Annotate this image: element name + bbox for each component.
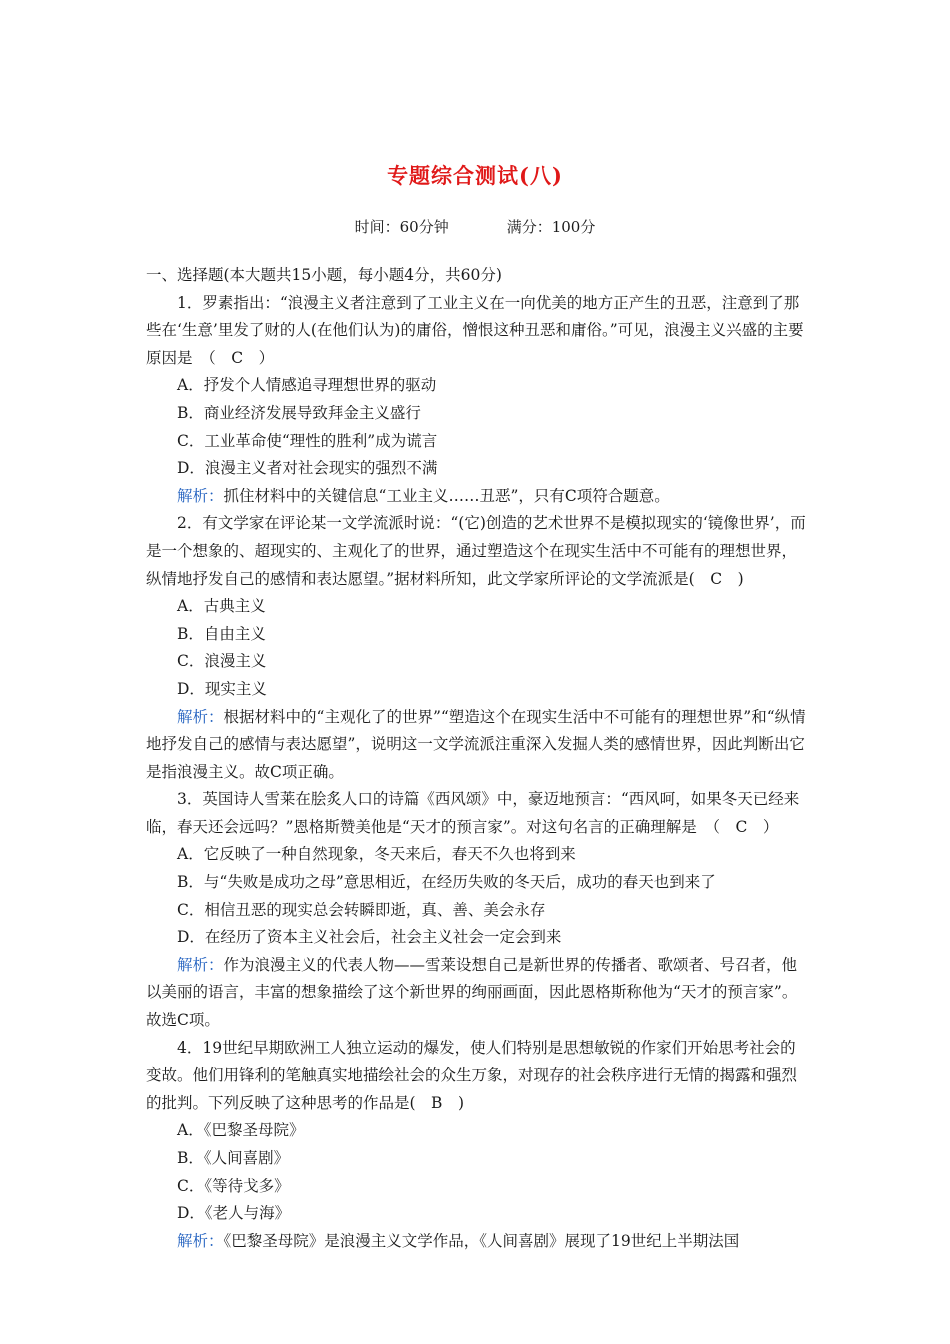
question-4-option-b: B．《人间喜剧》 — [177, 1149, 290, 1167]
question-1-option-b: B．商业经济发展导致拜金主义盛行 — [177, 403, 421, 422]
question-4-option-c: C．《等待戈多》 — [177, 1176, 290, 1195]
question-1-stem: 1．罗素指出：“浪漫主义者注意到了工业主义在一向优美的地方正产生的丑恶，注意到了那些在‘生意’里发了财的人(在他们认为)的庸俗，憎恨这种丑恶和庸俗。”可见，浪漫主义兴盛的主要原因是 （ C ） — [146, 293, 804, 367]
analysis-text: 抓住材料中的关键信息“工业主义……丑恶”，只有C项符合题意。 — [223, 486, 670, 505]
question-3-option-b: B．与“失败是成功之母”意思相近，在经历失败的冬天后，成功的春天也到来了 — [177, 873, 716, 892]
question-3-option-d: D．在经历了资本主义社会后，社会主义社会一定会到来 — [177, 928, 562, 947]
question-3-stem: 3．英国诗人雪莱在脍炙人口的诗篇《西风颂》中，豪迈地预言：“西风呵，如果冬天已经来临，春天还会远吗？”恩格斯赞美他是“天才的预言家”。对这句名言的正确理解是 （ C ） — [146, 790, 800, 836]
question-4-option-a: A．《巴黎圣母院》 — [177, 1121, 305, 1140]
analysis-label: 解析： — [177, 486, 224, 505]
question-4-options — [146, 1117, 810, 1227]
question-3-analysis — [146, 952, 810, 1035]
analysis-text: 《巴黎圣母院》是浪漫主义文学作品，《人间喜剧》展现了19世纪上半期法国 — [223, 1231, 740, 1250]
question-2-option-b: B．自由主义 — [177, 624, 266, 643]
question-2-stem: 2．有文学家在评论某一文学流派时说：“(它)创造的艺术世界不是模拟现实的‘镜像世界’，而是一个想象的、超现实的、主观化了的世界，通过塑造这个在现实生活中不可能有的理想世界，纵情地抒发自己的感情和表达愿望。”据材料所知，此文学家所评论的文学流派是( C ) — [146, 514, 806, 588]
question-1-analysis — [146, 483, 810, 511]
question-4-analysis — [146, 1228, 810, 1256]
analysis-label: 解析： — [177, 707, 224, 726]
section-heading: 一、选择题(本大题共15小题，每小题4分，共60分) — [146, 266, 502, 284]
page-title: 专题综合测试(八) — [387, 163, 563, 188]
question-1-option-a: A．抒发个人情感追寻理想世界的驱动 — [177, 376, 437, 395]
analysis-label: 解析： — [177, 1231, 224, 1250]
question-2-analysis — [146, 704, 810, 787]
question-4-option-d: D．《老人与海》 — [177, 1204, 291, 1223]
question-2-option-d: D．现实主义 — [177, 679, 267, 698]
full-score: 满分：100分 — [506, 218, 596, 236]
exam-meta — [0, 216, 950, 237]
question-2-options — [146, 593, 810, 703]
analysis-text: 作为浪漫主义的代表人物——雪莱设想自己是新世界的传播者、歌颂者、号召者，他以美丽的语言，丰富的想象描绘了这个新世界的绚丽画面，因此恩格斯称他为“天才的预言家”。故选C项。 — [146, 955, 798, 1030]
question-2-option-c: C．浪漫主义 — [177, 652, 267, 671]
analysis-text: 根据材料中的“主观化了的世界”“塑造这个在现实生活中不可能有的理想世界”和“纵情地抒发自己的感情与表达愿望”，说明这一文学流派注重深入发掘人类的感情世界，因此判断出它是指浪漫主义。故C项正确。 — [146, 707, 806, 781]
question-3-option-c: C．相信丑恶的现实总会转瞬即逝，真、善、美会永存 — [177, 900, 546, 919]
question-1-option-d: D．浪漫主义者对社会现实的强烈不满 — [177, 459, 438, 478]
exam-content — [146, 262, 810, 1255]
question-3-option-a: A．它反映了一种自然现象，冬天来后，春天不久也将到来 — [177, 845, 576, 864]
question-4-stem: 4．19世纪早期欧洲工人独立运动的爆发，使人们特别是思想敏锐的作家们开始思考社会的变故。他们用锋利的笔触真实地描绘社会的众生万象，对现存的社会秩序进行无情的揭露和强烈的批判。下列反映了这种思考的作品是( B ) — [146, 1038, 798, 1112]
question-1-option-c: C．工业革命使“理性的胜利”成为谎言 — [177, 431, 438, 450]
time-limit: 时间：60分钟 — [354, 218, 449, 236]
analysis-label: 解析： — [177, 955, 224, 974]
question-2-option-a: A．古典主义 — [177, 597, 266, 616]
